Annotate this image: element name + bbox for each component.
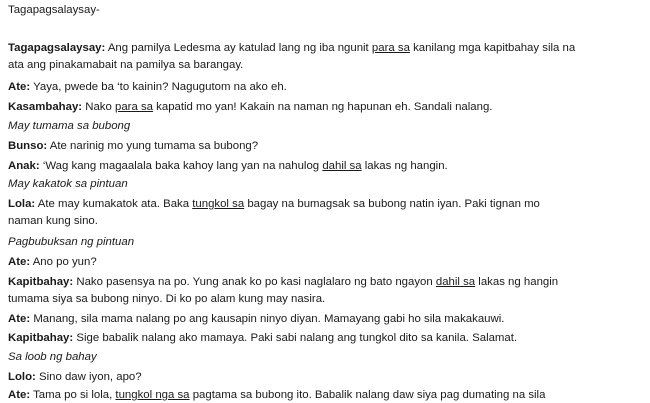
dialogue-line: Kapitbahay: Nako pasensya na po. Yung anak ko po kasi naglalaro ng bato ngayon dahil sa lakas ng hangin — [8, 276, 559, 288]
dialogue-continuation: naman kung sino. — [8, 215, 98, 227]
stage-direction: Pagbubuksan ng pintuan — [8, 236, 135, 248]
dialogue-line: Ate: Ano po yun? — [8, 256, 97, 268]
dialogue-line: Lola: Ate may kumakatok ata. Baka tungkol sa bagay na bumagsak sa bubong natin iyan. Paki tignan mo — [8, 198, 540, 210]
underlined-phrase: para sa — [115, 101, 153, 113]
dialogue-continuation: ata ang pinakamabait na pamilya sa barangay. — [8, 59, 244, 71]
dialogue-line: Kapitbahay: Sige babalik nalang ako mamaya. Paki sabi nalang ang tungkol dito sa kanila. Salamat. — [8, 332, 518, 344]
dialogue-continuation: tumama siya sa bubong ninyo. Di ko po alam kung may nasira. — [8, 293, 326, 305]
speaker-label: Ate: — [8, 81, 31, 93]
dialogue-line: Ate: Yaya, pwede ba ‘to kainin? Nagugutom na ako eh. — [8, 81, 287, 93]
speaker-label: Kapitbahay: — [8, 276, 74, 288]
speaker-label: Anak: — [8, 160, 40, 172]
speaker-label: Kasambahay: — [8, 101, 83, 113]
stage-direction: May kakatok sa pintuan — [8, 178, 128, 190]
underlined-phrase: tungkol sa — [192, 198, 245, 210]
underlined-phrase: dahil sa — [322, 160, 362, 172]
speaker-label: Tagapagsalaysay: — [8, 42, 106, 54]
speaker-label: Ate: — [8, 313, 31, 325]
dialogue-line: Bunso: Ate narinig mo yung tumama sa bubong? — [8, 140, 259, 152]
speaker-label: Bunso: — [8, 140, 48, 152]
stage-direction: May tumama sa bubong — [8, 120, 131, 132]
underlined-phrase: tungkol nga sa — [115, 389, 190, 401]
dialogue-line: Ate: Tama po si lola, tungkol nga sa pagtama sa bubong ito. Babalik nalang daw siya pag dumating na sila — [8, 389, 546, 401]
document-heading: Tagapagsalaysay- — [8, 4, 100, 16]
dialogue-line: Lolo: Sino daw iyon, apo? — [8, 371, 142, 383]
dialogue-line: Anak: ‘Wag kang magaalala baka kahoy lang yan na nahulog dahil sa lakas ng hangin. — [8, 160, 448, 172]
speaker-label: Lolo: — [8, 371, 36, 383]
underlined-phrase: dahil sa — [435, 276, 476, 288]
dialogue-line: Ate: Manang, sila mama nalang po ang kausapin ninyo diyan. Mamayang gabi ho sila makakauwi. — [8, 313, 505, 325]
speaker-label: Ate: — [8, 389, 31, 401]
stage-direction: Sa loob ng bahay — [8, 351, 97, 363]
dialogue-line: Kasambahay: Nako para sa kapatid mo yan! Kakain na naman ng hapunan eh. Sandali nalang. — [8, 101, 493, 113]
speaker-label: Lola: — [8, 198, 36, 210]
speaker-label: Kapitbahay: — [8, 332, 74, 344]
dialogue-line: Tagapagsalaysay: Ang pamilya Ledesma ay katulad lang ng iba ngunit para sa kanilang mga kapitbahay sila na — [8, 42, 576, 54]
speaker-label: Ate: — [8, 256, 31, 268]
underlined-phrase: para sa — [371, 42, 410, 54]
